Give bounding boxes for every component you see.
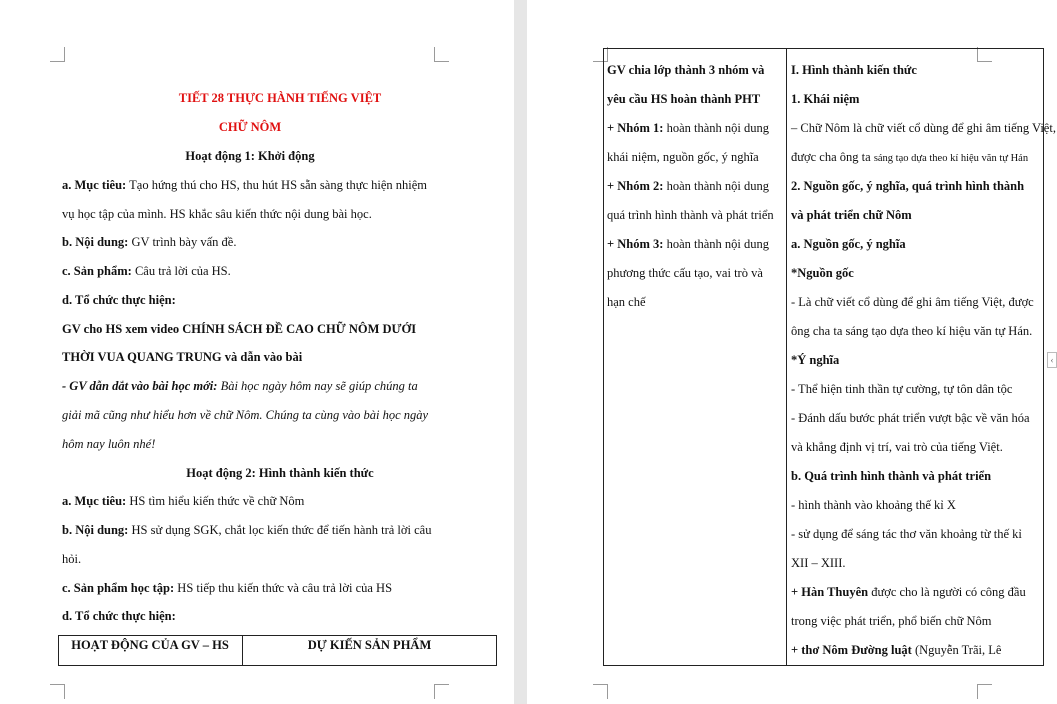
goal-text: Tạo hứng thú cho HS, thu hút HS sẵn sàng thực hiện nhiệm — [126, 178, 428, 192]
bold-text: *Nguồn gốc — [791, 266, 854, 280]
bold-text: + Nhóm 2: — [607, 179, 664, 193]
table-cell-line — [791, 265, 1041, 281]
product-line — [62, 263, 231, 279]
table-cell-line — [607, 91, 783, 107]
bold-text: 1. Khái niệm — [791, 92, 860, 106]
plain-text: ông cha ta sáng tạo dựa theo kí hiệu văn tự Hán. — [791, 324, 1033, 338]
plain-text: khái niệm, nguồn gốc, ý nghĩa — [607, 150, 759, 164]
organization-label: d. Tổ chức thực hiện: — [62, 293, 176, 307]
goal2-label: a. Mục tiêu: — [62, 494, 127, 508]
document-page-2 — [527, 0, 1057, 704]
plain-text: - Đánh dấu bước phát triển vượt bậc về văn hóa — [791, 411, 1030, 425]
bold-text: *Ý nghĩa — [791, 353, 840, 367]
plain-text: (Nguyễn Trãi, Lê — [911, 643, 1002, 657]
table-header-teacher-student: HOẠT ĐỘNG CỦA GV – HS — [71, 638, 229, 652]
content-label: b. Nội dung: — [62, 235, 129, 249]
margin-mark-bottom-left — [593, 684, 608, 699]
bold-text: 2. Nguồn gốc, ý nghĩa, quá trình hình thành — [791, 179, 1025, 193]
activity-1-heading: Hoạt động 1: Khởi động — [185, 149, 315, 163]
small-text: sáng tạo dựa theo kí hiệu văn tự Hán — [873, 153, 1029, 164]
bold-text: + thơ Nôm Đường luật — [791, 643, 912, 657]
table-cell-line — [791, 149, 1041, 167]
bold-text: + Nhóm 1: — [607, 121, 664, 135]
table-cell-line — [607, 294, 783, 310]
video-line-1-a: GV cho HS xem video — [62, 322, 183, 336]
split-handle-icon[interactable]: ‹ — [1047, 352, 1057, 368]
table-cell-line — [791, 642, 1041, 658]
table-cell-line — [791, 381, 1041, 397]
table-cell-line — [607, 236, 783, 252]
table-cell-line — [791, 584, 1041, 600]
content2-line-2: hỏi. — [62, 552, 82, 566]
bold-text: + Nhóm 3: — [607, 237, 664, 251]
plain-text: – Chữ Nôm là chữ viết cổ dùng để ghi âm tiếng Việt, — [791, 121, 1056, 135]
table-cell-line — [791, 323, 1041, 339]
plain-text: được cho là người có công đầu — [868, 585, 1026, 599]
content2-line — [62, 522, 431, 538]
margin-mark-bottom-right — [977, 684, 992, 699]
video-line-1 — [62, 321, 416, 337]
table-cell-line — [791, 120, 1056, 136]
table-cell-line — [791, 497, 1041, 513]
table-cell-line — [607, 265, 783, 281]
bold-text: a. Nguồn gốc, ý nghĩa — [791, 237, 906, 251]
organization2-label: d. Tổ chức thực hiện: — [62, 609, 176, 623]
table-cell-line — [791, 236, 1041, 252]
table-cell-line — [791, 352, 1041, 368]
bold-text: và phát triển chữ Nôm — [791, 208, 912, 222]
table-cell-line — [791, 410, 1041, 426]
margin-mark-top-right — [434, 47, 449, 62]
table-cell-line — [791, 613, 1041, 629]
table-cell-line — [607, 62, 783, 78]
table-cell-line — [791, 526, 1041, 542]
lead-in-line-3: hôm nay luôn nhé! — [62, 437, 156, 451]
plain-text: và khẳng định vị trí, vai trò của tiếng Việt. — [791, 440, 1003, 454]
plain-text: hoàn thành nội dung — [663, 121, 769, 135]
margin-mark-bottom-right — [434, 684, 449, 699]
plain-text: phương thức cấu tạo, vai trò và — [607, 266, 763, 280]
table-cell-line — [791, 468, 1041, 484]
table-header-expected-product: DỰ KIẾN SẢN PHẨM — [307, 638, 432, 652]
table-cell-line — [791, 555, 1041, 571]
lead-in-text: Bài học ngày hôm nay sẽ giúp chúng ta — [217, 379, 418, 393]
video-line-2-b: và dẫn vào bài — [221, 350, 303, 364]
lesson-subtitle: CHỮ NÔM — [218, 120, 282, 134]
plain-text: hoàn thành nội dung — [663, 179, 769, 193]
plain-text: XII – XIII. — [791, 556, 846, 570]
plain-text: - Thể hiện tinh thần tự cường, tự tôn dân tộc — [791, 382, 1013, 396]
table-cell-line — [607, 149, 783, 165]
bold-text: GV chia lớp thành 3 nhóm và — [607, 63, 765, 77]
bold-text: yêu cầu HS hoàn thành PHT — [607, 92, 761, 106]
content-line — [62, 234, 236, 250]
content2-label: b. Nội dung: — [62, 523, 129, 537]
product-label: c. Sản phẩm: — [62, 264, 132, 278]
table-cell-line — [791, 294, 1041, 310]
table-cell-line — [791, 178, 1041, 194]
table-cell-line — [607, 120, 783, 136]
goal-label: a. Mục tiêu: — [62, 178, 127, 192]
table-cell-line — [791, 91, 1041, 107]
product2-text: HS tiếp thu kiến thức và câu trả lời của HS — [174, 581, 393, 595]
plain-text: - Là chữ viết cổ dùng để ghi âm tiếng Việt, được — [791, 295, 1034, 309]
lesson-title: TIẾT 28 THỰC HÀNH TIẾNG VIỆT — [178, 91, 382, 105]
bold-text: + Hàn Thuyên — [791, 585, 869, 599]
plain-text: - hình thành vào khoảng thế kỉ X — [791, 498, 956, 512]
plain-text: hoàn thành nội dung — [663, 237, 769, 251]
document-page-1 — [0, 0, 514, 704]
plain-text: quá trình hình thành và phát triển — [607, 208, 774, 222]
goal2-line — [62, 493, 304, 509]
content2-text: HS sử dụng SGK, chắt lọc kiến thức để tiến hành trả lời câu — [128, 523, 432, 537]
table-divider — [786, 48, 787, 666]
table-cell-line — [607, 207, 783, 223]
table-cell-line — [791, 62, 1041, 78]
video-line-1-b: CHÍNH SÁCH ĐỀ CAO CHỮ NÔM DƯỚI — [182, 322, 417, 336]
margin-mark-bottom-left — [50, 684, 65, 699]
lead-in-label: - GV dẫn dắt vào bài học mới: — [62, 379, 218, 393]
bold-text: I. Hình thành kiến thức — [791, 63, 917, 77]
plain-text: - sử dụng để sáng tác thơ văn khoảng từ thế kỉ — [791, 527, 1022, 541]
lead-in-line — [62, 378, 418, 394]
goal2-text: HS tìm hiểu kiến thức về chữ Nôm — [126, 494, 305, 508]
product2-line — [62, 580, 392, 596]
plain-text: được cha ông ta — [791, 150, 874, 164]
bold-text: b. Quá trình hình thành và phát triển — [791, 469, 992, 483]
video-line-2 — [62, 349, 302, 365]
table-cell-line — [791, 439, 1041, 455]
table-cell-line — [791, 207, 1041, 223]
plain-text: trong việc phát triển, phổ biến chữ Nôm — [791, 614, 992, 628]
lead-in-line-2: giải mã cũng như hiểu hơn về chữ Nôm. Chúng ta cùng vào bài học ngày — [62, 408, 429, 422]
goal-line-2: vụ học tập của mình. HS khắc sâu kiến thức nội dung bài học. — [62, 207, 372, 221]
activity-2-heading: Hoạt động 2: Hình thành kiến thức — [186, 466, 374, 480]
product-text: Câu trả lời của HS. — [131, 264, 231, 278]
table-cell-line — [607, 178, 783, 194]
product2-label: c. Sản phẩm học tập: — [62, 581, 175, 595]
margin-mark-top-left — [50, 47, 65, 62]
plain-text: hạn chế — [607, 295, 646, 309]
goal-line — [62, 177, 427, 193]
video-line-2-a: THỜI VUA QUANG TRUNG — [62, 350, 222, 364]
content-text: GV trình bày vấn đề. — [128, 235, 237, 249]
